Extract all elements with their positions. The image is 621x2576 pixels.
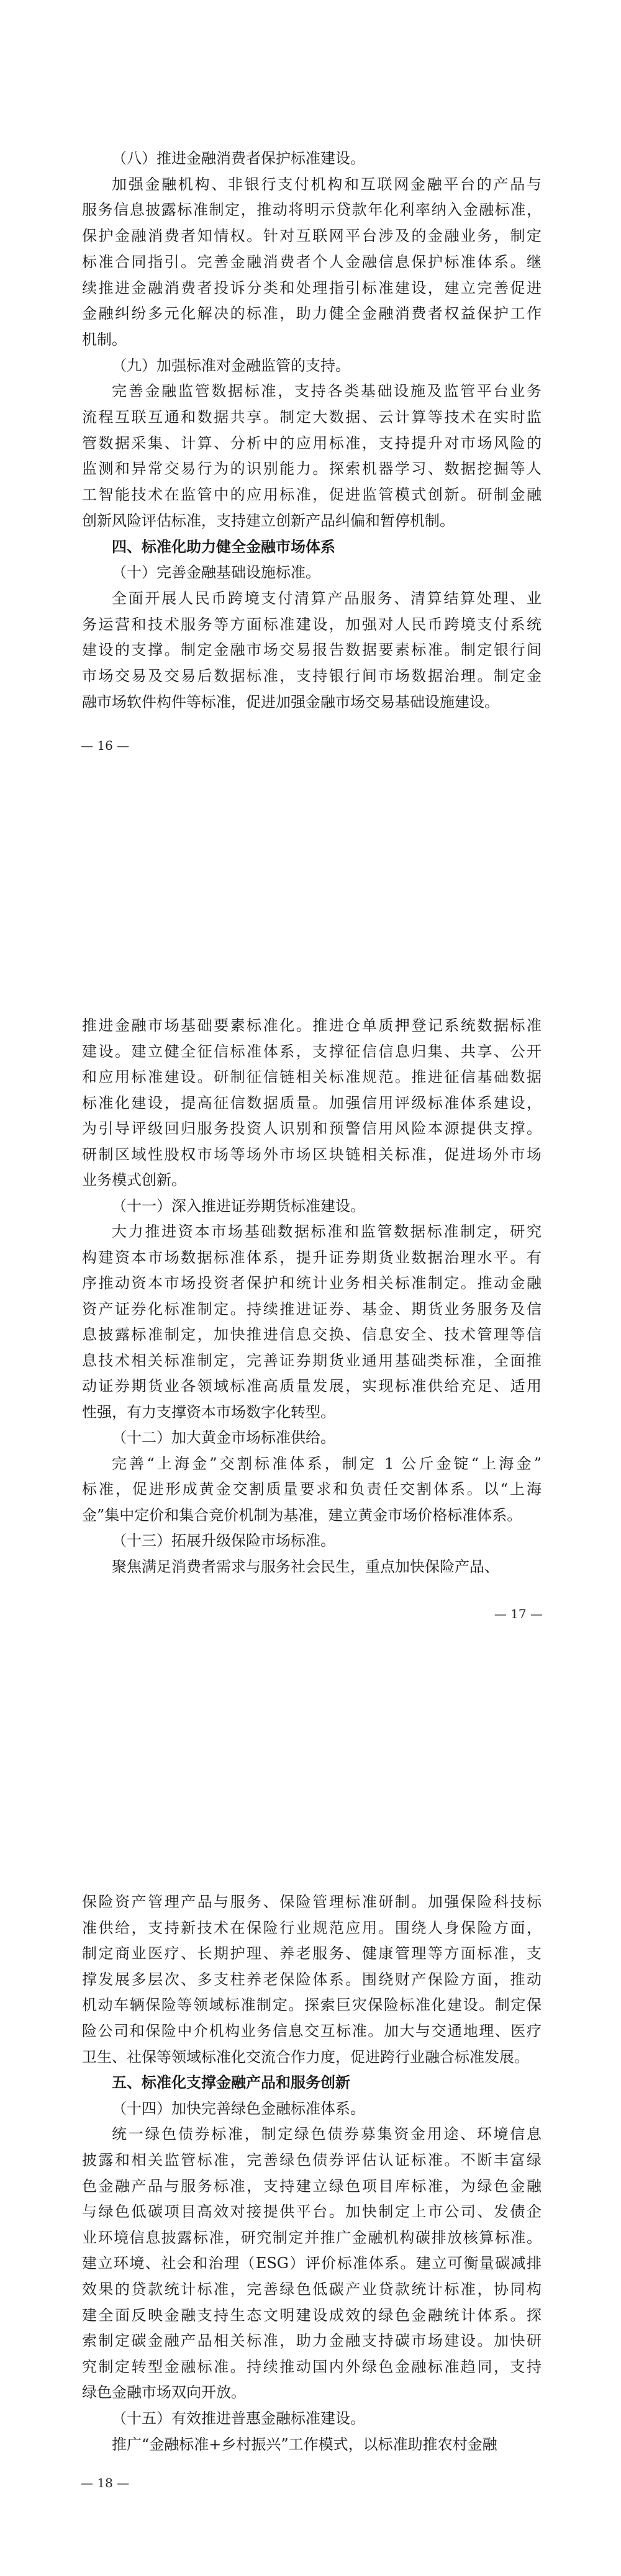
text-line: 服务信息披露标准制定，推动将明示贷款年化利率纳入金融标准， [82,201,542,219]
text-line: 序推动资本市场投资者保护和统计业务相关标准制定。推动金融 [82,1274,542,1292]
text-line: 准供给，支持新技术在保险行业规范应用。围绕人身保险方面， [82,1919,542,1937]
text-line: 索制定碳金融产品相关标准，助力金融支持碳市场建设。加快研 [82,2332,542,2350]
text-line: 色金融产品与服务标准，支持建立绿色项目库标准，为绿色金融 [82,2177,542,2195]
text-line: 绿色金融市场双向开放。 [82,2384,246,2402]
text-line: 业环境信息披露标准，研究制定并推广金融机构碳排放核算标准。 [82,2228,542,2246]
text-line: 机制。 [82,330,127,348]
text-line: 建全面反映金融支持生态文明建设成效的绿色金融统计体系。探 [82,2306,542,2324]
text-line: 建设。建立健全征信标准体系，支撑征信信息归集、共享、公开 [82,1042,542,1060]
text-line: 推广“金融标准+乡村振兴”工作模式，以标准助推农村金融 [112,2435,497,2453]
text-line: 动证券期货业各领域标准高质量发展，实现标准供给充足、适用 [82,1377,542,1395]
text-line: 全面开展人民币跨境支付清算产品服务、清算结算处理、业 [112,589,542,607]
text-line: 管数据采集、计算、分析中的应用标准，支持提升对市场风险的 [82,434,542,452]
subsection-heading: （九）加强标准对金融监管的支持。 [112,356,350,374]
text-line: 监测和异常交易行为的识别能力。探索机器学习、数据挖掘等人 [82,460,542,478]
section-heading: 四、标准化助力健全金融市场体系 [112,538,335,556]
text-line: 标准，促进形成黄金交割质量要求和负责任交割体系。以“上海 [82,1480,542,1498]
text-line: 息披露标准制定，加快推进信息交换、信息安全、技术管理等信 [82,1326,542,1343]
page-number: — 16 — [81,738,130,753]
text-line: 撑发展多层次、多支柱养老保险体系。围绕财产保险方面，推动 [82,1970,542,1988]
subsection-heading: （十）完善金融基础设施标准。 [112,564,320,582]
text-line: 资产证券化标准制定。持续推进证券、基金、期货业务服务及信 [82,1300,542,1318]
text-line: 研制区域性股权市场等场外市场区块链相关标准，促进场外市场 [82,1145,542,1163]
text-line: 标准合同指引。完善金融消费者个人金融信息保护标准体系。继 [82,253,542,271]
text-line: 工智能技术在监管中的应用标准，促进监管模式创新。研制金融 [82,486,542,504]
subsection-heading: （十三）拓展升级保险市场标准。 [112,1532,335,1549]
text-line: 流程互联互通和数据共享。制定大数据、云计算等技术在实时监 [82,408,542,426]
text-line: 披露和相关监管标准，完善绿色债券评估认证标准。不断丰富绿 [82,2151,542,2169]
text-line: 保险资产管理产品与服务、保险管理标准研制。加强保险科技标 [82,1893,542,1911]
text-line: 推进金融市场基础要素标准化。推进仓单质押登记系统数据标准 [82,1017,542,1034]
text-line: 金融纠纷多元化解决的标准，助力健全金融消费者权益保护工作 [82,305,542,323]
text-line: 险公司和保险中介机构业务信息交互标准。加大与交通地理、医疗 [82,2022,542,2040]
text-line: 业务模式创新。 [82,1171,186,1189]
subsection-heading: （八）推进金融消费者保护标准建设。 [112,150,365,167]
text-line: 效果的贷款统计标准，完善绿色低碳产业贷款统计标准，协同构 [82,2281,542,2298]
text-line: 标准化建设，提高征信数据质量。加强信用评级标准体系建设， [82,1094,542,1112]
text-line: 为引导评级回归服务投资人识别和预警信用风险本源提供支撑。 [82,1120,542,1137]
text-line: 与绿色低碳项目高效对接提供平台。加快制定上市公司、发债企 [82,2203,542,2221]
text-line: 金”集中定价和集合竞价机制为基准，建立黄金市场价格标准体系。 [82,1506,522,1524]
text-line: 建设的支撑。制定金融市场交易报告数据要素标准。制定银行间 [82,641,542,659]
text-line: 完善“上海金”交割标准体系，制定 1 公斤金锭“上海金” [112,1454,542,1472]
subsection-heading: （十五）有效推进普惠金融标准建设。 [112,2410,365,2427]
text-line: 性强，有力支撑资本市场数字化转型。 [82,1403,335,1421]
text-line: 建立环境、社会和治理（ESG）评价标准体系。建立可衡量碳减排 [82,2254,542,2272]
text-line: 保护金融消费者知情权。针对互联网平台涉及的金融业务，制定 [82,227,542,245]
page-number: — 17 — [494,1606,543,1621]
text-line: 融市场软件构件等标准，促进加强金融市场交易基础设施建设。 [82,693,499,711]
text-line: 和应用标准建设。研制征信链相关标准规范。推进征信基础数据 [82,1068,542,1086]
text-line: 构建资本市场数据标准体系，提升证券期货业数据治理水平。有 [82,1248,542,1266]
text-line: 聚焦满足消费者需求与服务社会民生，重点加快保险产品、 [112,1557,499,1575]
text-line: 大力推进资本市场基础数据标准和监管数据标准制定，研究 [112,1223,542,1240]
page-number: — 18 — [81,2475,130,2490]
text-line: 加强金融机构、非银行支付机构和互联网金融平台的产品与 [112,175,542,193]
subsection-heading: （十一）深入推进证券期货标准建设。 [112,1197,365,1215]
section-heading: 五、标准化支撑金融产品和服务创新 [112,2074,350,2092]
subsection-heading: （十四）加快完善绿色金融标准体系。 [112,2099,365,2117]
text-line: 卫生、社保等领域标准化交流合作力度，促进跨行业融合标准发展。 [82,2048,529,2066]
subsection-heading: （十二）加大黄金市场标准供给。 [112,1429,335,1446]
text-line: 市场交易及交易后数据标准，支持银行间市场数据治理。制定金 [82,667,542,685]
text-line: 统一绿色债券标准，制定绿色债券募集资金用途、环境信息 [112,2125,542,2143]
text-line: 续推进金融消费者投诉分类和处理指引标准建设，建立完善促进 [82,279,542,297]
text-line: 机动车辆保险等领域标准制定。探索巨灾保险标准化建设。制定保 [82,1996,542,2014]
text-line: 完善金融监管数据标准，支持各类基础设施及监管平台业务 [112,382,542,400]
text-line: 息技术相关标准制定，完善证券期货业通用基础类标准，全面推 [82,1351,542,1369]
text-line: 制定商业医疗、长期护理、养老服务、健康管理等方面标准，支 [82,1945,542,1963]
text-line: 究制定转型金融标准。持续推动国内外绿色金融标准趋同，支持 [82,2358,542,2376]
text-line: 创新风险评估标准，支持建立创新产品纠偏和暂停机制。 [82,511,455,529]
text-line: 务运营和技术服务等方面标准建设，加强对人民币跨境支付系统 [82,615,542,633]
